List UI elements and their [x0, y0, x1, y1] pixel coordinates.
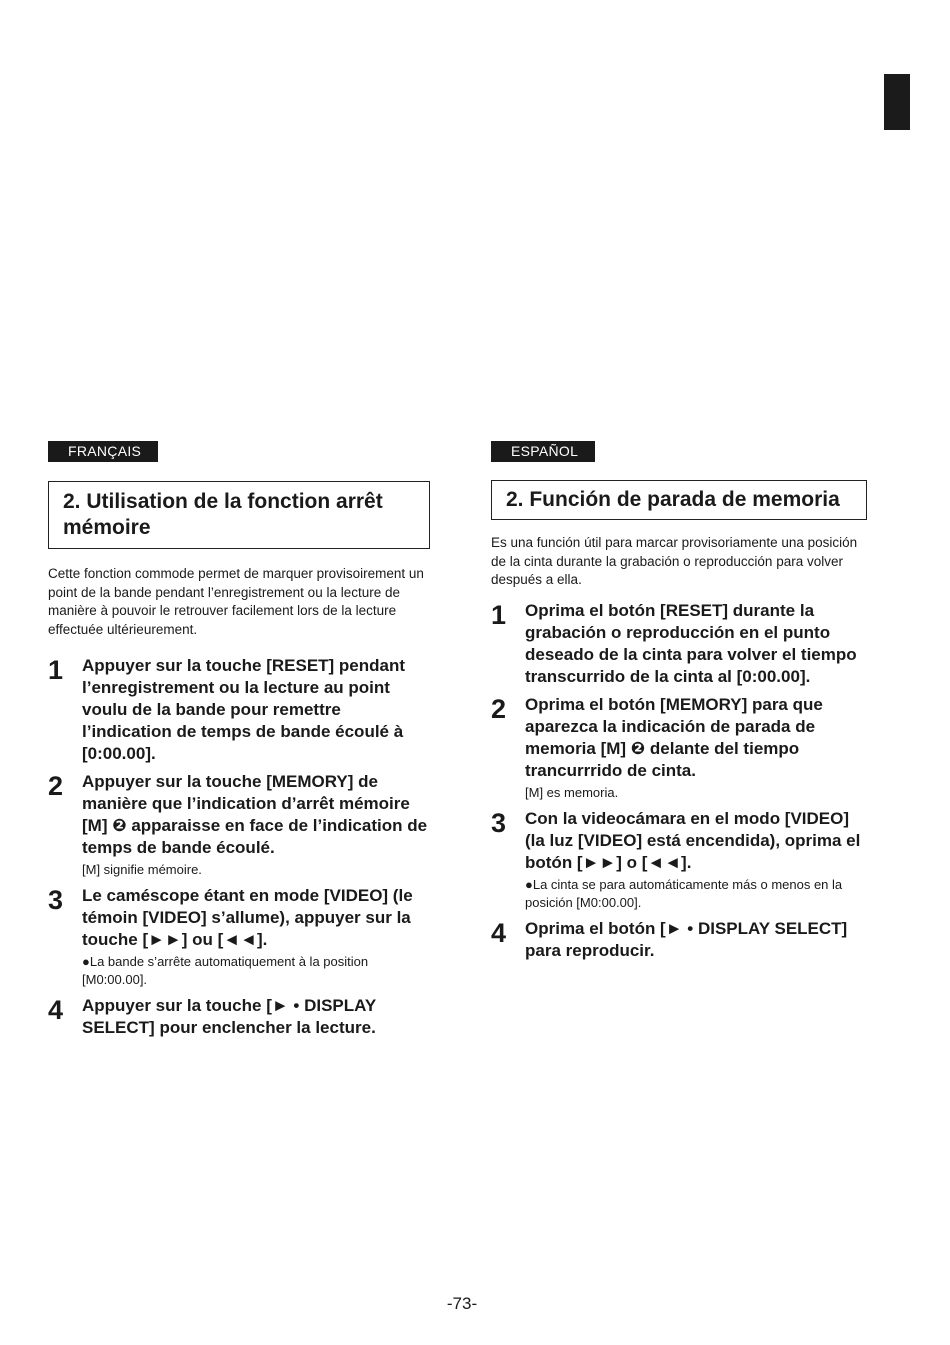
steps-list-francais [48, 655, 430, 1039]
francais-column [48, 441, 430, 1045]
espanol-column [491, 441, 867, 968]
language-label-francais: FRANÇAIS [48, 441, 158, 462]
step-number: 2 [491, 693, 507, 724]
step-note: [M] signifie mémoire. [82, 862, 202, 877]
intro-paragraph-francais: Cette fonction commode permet de marquer provisoirement un point de la bande pendant l’enregistrement ou la lecture de manière à pouvoir le retrouver facilement lors de la lecture effectuée ultérieurement. [48, 566, 424, 637]
step-item [48, 655, 430, 765]
step-number: 4 [48, 995, 64, 1025]
step-text: Oprima el botón [RESET] durante la grabación o reproducción en el punto deseado de la cinta para volver el tiempo transcurrido de la cinta al [0:00.00]. [525, 600, 857, 686]
step-number: 1 [48, 655, 64, 685]
step-text: Appuyer sur la touche [MEMORY] de manière que l’indication d’arrêt mémoire [M] ❷ apparaisse en face de l’indication de temps de bande écoulé. [82, 772, 428, 857]
step-item [491, 918, 867, 962]
step-number: 3 [491, 807, 507, 838]
step-number: 1 [491, 599, 507, 630]
step-note: ●La bande s’arrête automatiquement à la position [M0:00.00]. [82, 954, 369, 987]
step-text: Con la videocámara en el modo [VIDEO] (la luz [VIDEO] está encendida), oprima el botón [►►] o [◄◄]. [525, 808, 861, 872]
step-text: Oprima el botón [MEMORY] para que aparezca la indicación de parada de memoria [M] ❷ delante del tiempo trancurrrido de cinta. [525, 694, 823, 780]
step-item [48, 995, 430, 1039]
step-item [491, 808, 867, 912]
step-item [48, 885, 430, 989]
step-text: Le caméscope étant en mode [VIDEO] (le témoin [VIDEO] s’allume), appuyer sur la touche [►►] ou [◄◄]. [82, 886, 413, 949]
step-item [491, 600, 867, 688]
language-label-espanol: ESPAÑOL [491, 441, 595, 462]
step-note: ●La cinta se para automáticamente más o menos en la posición [M0:00.00]. [525, 876, 843, 910]
section-title-francais: 2. Utilisation de la fonction arrêt mémoire [48, 481, 430, 549]
step-number: 4 [491, 917, 507, 948]
step-item [491, 694, 867, 802]
step-number: 3 [48, 885, 64, 915]
step-note: [M] es memoria. [525, 784, 619, 800]
page-number: -73- [446, 1294, 478, 1313]
step-text: Oprima el botón [► • DISPLAY SELECT] para reproducir. [525, 918, 848, 960]
step-number: 2 [48, 771, 64, 801]
step-text: Appuyer sur la touche [► • DISPLAY SELECT] pour enclencher la lecture. [82, 996, 376, 1037]
step-item [48, 771, 430, 879]
intro-paragraph-espanol: Es una función útil para marcar provisoriamente una posición de la cinta durante la grabación o reproducción para volver después a ella. [491, 535, 858, 587]
steps-list-espanol [491, 600, 867, 962]
section-edge-tab [884, 74, 910, 130]
step-text: Appuyer sur la touche [RESET] pendant l’enregistrement ou la lecture au point voulu de la bande pour remettre l’indication de temps de bande écoulé à [0:00.00]. [82, 656, 406, 763]
section-title-espanol: 2. Función de parada de memoria [491, 480, 867, 520]
